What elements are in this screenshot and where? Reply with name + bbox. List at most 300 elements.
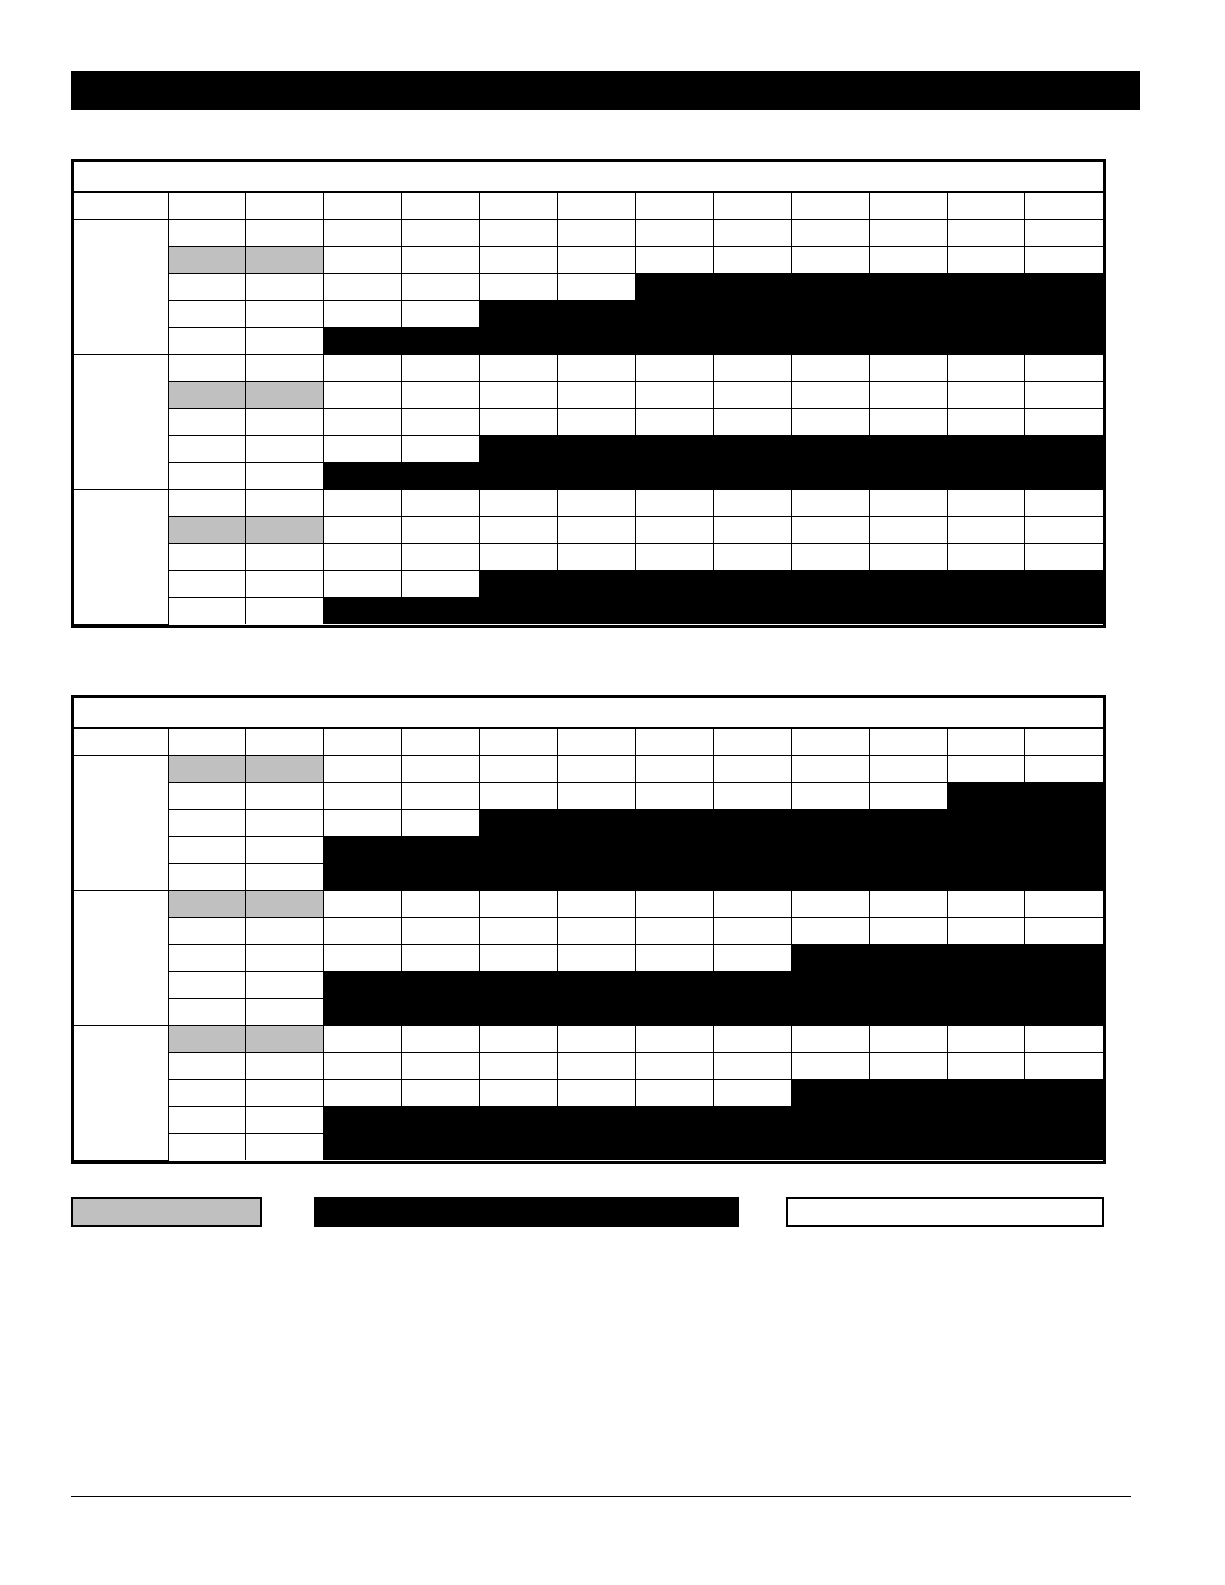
data-cell [324, 544, 402, 571]
data-cell [246, 999, 324, 1026]
data-cell [402, 783, 480, 810]
data-cell [402, 355, 480, 382]
table-row [74, 463, 1103, 490]
data-cell [947, 490, 1025, 517]
data-cell [480, 1080, 558, 1107]
data-cell [869, 756, 947, 783]
data-cell [480, 544, 558, 571]
data-cell [791, 247, 869, 274]
data-cell [635, 247, 713, 274]
data-cell [635, 783, 713, 810]
table-row [74, 1080, 1103, 1107]
data-cell [635, 1080, 713, 1107]
data-cell [480, 490, 558, 517]
data-cell [869, 891, 947, 918]
data-cell [480, 1026, 558, 1053]
data-cell [168, 972, 246, 999]
column-header-cell [869, 193, 947, 220]
row-header-cell [74, 193, 168, 220]
data-cell [402, 517, 480, 544]
blacked-out-cell [947, 783, 1103, 810]
data-cell [713, 918, 791, 945]
column-header-cell [558, 729, 636, 756]
data-cell [947, 220, 1025, 247]
data-cell [480, 756, 558, 783]
data-cell [324, 220, 402, 247]
column-header-cell [713, 193, 791, 220]
data-cell [168, 1107, 246, 1134]
data-cell [324, 301, 402, 328]
data-cell [402, 810, 480, 837]
data-cell [246, 918, 324, 945]
data-cell [558, 247, 636, 274]
data-cell [713, 382, 791, 409]
data-cell [168, 436, 246, 463]
data-cell [1025, 918, 1103, 945]
column-header-cell [480, 729, 558, 756]
data-cell [480, 945, 558, 972]
data-cell [947, 382, 1025, 409]
header-row [74, 193, 1103, 220]
column-header-cell [791, 729, 869, 756]
data-cell [1025, 1053, 1103, 1080]
data-cell [635, 918, 713, 945]
group-label-cell [74, 490, 168, 625]
data-cell [791, 756, 869, 783]
data-cell [713, 891, 791, 918]
blacked-out-cell [324, 598, 1103, 625]
shaded-cell [246, 247, 324, 274]
data-cell [558, 1026, 636, 1053]
data-cell [635, 1026, 713, 1053]
data-cell [168, 274, 246, 301]
column-header-cell [402, 729, 480, 756]
data-cell [869, 220, 947, 247]
data-cell [168, 571, 246, 598]
data-cell [480, 409, 558, 436]
data-cell [635, 945, 713, 972]
column-header-cell [1025, 729, 1103, 756]
table-row [74, 409, 1103, 436]
data-cell [558, 891, 636, 918]
table-row [74, 837, 1103, 864]
table-row [74, 517, 1103, 544]
shaded-cell [168, 382, 246, 409]
data-cell [480, 918, 558, 945]
data-cell [635, 382, 713, 409]
data-cell [168, 864, 246, 891]
table-row [74, 1107, 1103, 1134]
data-cell [869, 490, 947, 517]
data-cell [1025, 382, 1103, 409]
data-cell [402, 301, 480, 328]
column-header-cell [635, 193, 713, 220]
table-row [74, 436, 1103, 463]
data-cell [713, 945, 791, 972]
blacked-out-cell [324, 328, 1103, 355]
group-label-cell [74, 355, 168, 490]
data-cell [791, 409, 869, 436]
data-cell [168, 783, 246, 810]
data-cell [713, 355, 791, 382]
group-label-cell [74, 1026, 168, 1161]
data-cell [324, 810, 402, 837]
shaded-cell [246, 756, 324, 783]
data-cell [324, 517, 402, 544]
table-row [74, 1134, 1103, 1161]
data-cell [635, 220, 713, 247]
data-cell [168, 1134, 246, 1161]
blacked-out-cell [324, 837, 1103, 864]
column-header-cell [402, 193, 480, 220]
table-row [74, 810, 1103, 837]
data-cell [480, 355, 558, 382]
data-cell [246, 945, 324, 972]
matrix-grid [74, 193, 1103, 625]
header-bar [71, 71, 1140, 110]
data-cell [635, 544, 713, 571]
data-cell [480, 517, 558, 544]
blacked-out-cell [324, 999, 1103, 1026]
column-header-cell [947, 729, 1025, 756]
column-header-cell [246, 729, 324, 756]
data-cell [402, 918, 480, 945]
data-cell [558, 945, 636, 972]
data-cell [480, 247, 558, 274]
data-cell [402, 891, 480, 918]
data-cell [713, 756, 791, 783]
group-label-cell [74, 756, 168, 891]
data-cell [713, 544, 791, 571]
data-cell [558, 1053, 636, 1080]
data-cell [869, 783, 947, 810]
legend-black-swatch [314, 1197, 739, 1227]
data-cell [480, 891, 558, 918]
data-cell [246, 301, 324, 328]
data-cell [558, 783, 636, 810]
table-row [74, 918, 1103, 945]
data-cell [558, 517, 636, 544]
data-cell [791, 517, 869, 544]
data-cell [635, 409, 713, 436]
data-cell [947, 918, 1025, 945]
column-header-cell [869, 729, 947, 756]
data-cell [168, 1080, 246, 1107]
header-row [74, 729, 1103, 756]
blacked-out-cell [324, 1107, 1103, 1134]
legend-gray-swatch [71, 1197, 262, 1227]
data-cell [324, 355, 402, 382]
data-cell [168, 1053, 246, 1080]
data-cell [947, 355, 1025, 382]
legend-white-swatch [786, 1197, 1104, 1227]
data-cell [480, 783, 558, 810]
blacked-out-cell [324, 972, 1103, 999]
group-label-cell [74, 220, 168, 355]
data-cell [713, 220, 791, 247]
blacked-out-cell [324, 864, 1103, 891]
data-cell [246, 274, 324, 301]
data-cell [869, 1026, 947, 1053]
table-row [74, 972, 1103, 999]
table-row [74, 598, 1103, 625]
data-cell [168, 490, 246, 517]
data-cell [869, 409, 947, 436]
shaded-cell [246, 891, 324, 918]
data-cell [869, 918, 947, 945]
data-cell [246, 864, 324, 891]
data-cell [402, 220, 480, 247]
data-cell [1025, 517, 1103, 544]
data-cell [947, 1053, 1025, 1080]
data-cell [402, 756, 480, 783]
shaded-cell [246, 517, 324, 544]
data-cell [869, 355, 947, 382]
data-cell [246, 810, 324, 837]
data-cell [324, 247, 402, 274]
blacked-out-cell [480, 436, 1103, 463]
data-cell [168, 409, 246, 436]
column-header-cell [168, 193, 246, 220]
column-header-cell [168, 729, 246, 756]
data-cell [324, 436, 402, 463]
data-cell [324, 490, 402, 517]
data-cell [324, 1080, 402, 1107]
shaded-cell [246, 382, 324, 409]
data-cell [402, 274, 480, 301]
data-cell [402, 490, 480, 517]
data-cell [246, 409, 324, 436]
data-cell [168, 810, 246, 837]
data-cell [947, 409, 1025, 436]
data-cell [402, 1080, 480, 1107]
data-cell [713, 247, 791, 274]
data-cell [1025, 220, 1103, 247]
data-cell [558, 918, 636, 945]
data-cell [246, 490, 324, 517]
data-cell [402, 544, 480, 571]
data-cell [246, 598, 324, 625]
column-header-cell [480, 193, 558, 220]
column-header-cell [713, 729, 791, 756]
data-cell [402, 382, 480, 409]
table-title [74, 162, 1103, 193]
blacked-out-cell [791, 1080, 1103, 1107]
data-cell [713, 783, 791, 810]
data-cell [324, 274, 402, 301]
data-cell [869, 1053, 947, 1080]
matrix-table-1 [71, 159, 1106, 628]
data-cell [168, 301, 246, 328]
data-cell [246, 972, 324, 999]
shaded-cell [168, 247, 246, 274]
data-cell [324, 945, 402, 972]
data-cell [791, 544, 869, 571]
column-header-cell [324, 729, 402, 756]
table-row [74, 382, 1103, 409]
table-row [74, 274, 1103, 301]
data-cell [246, 1134, 324, 1161]
data-cell [246, 220, 324, 247]
blacked-out-cell [324, 1134, 1103, 1161]
data-cell [246, 1080, 324, 1107]
data-cell [168, 598, 246, 625]
data-cell [1025, 247, 1103, 274]
data-cell [791, 220, 869, 247]
data-cell [791, 918, 869, 945]
data-cell [713, 490, 791, 517]
data-cell [246, 355, 324, 382]
data-cell [558, 490, 636, 517]
data-cell [168, 328, 246, 355]
blacked-out-cell [480, 571, 1103, 598]
data-cell [246, 783, 324, 810]
data-cell [558, 409, 636, 436]
data-cell [402, 436, 480, 463]
data-cell [558, 274, 636, 301]
data-cell [558, 544, 636, 571]
data-cell [324, 571, 402, 598]
blacked-out-cell [480, 301, 1103, 328]
data-cell [1025, 409, 1103, 436]
data-cell [324, 756, 402, 783]
column-header-cell [324, 193, 402, 220]
table-row [74, 1026, 1103, 1053]
table-row [74, 1053, 1103, 1080]
data-cell [246, 328, 324, 355]
column-header-cell [791, 193, 869, 220]
data-cell [713, 1026, 791, 1053]
matrix-table-2 [71, 695, 1106, 1164]
data-cell [635, 517, 713, 544]
data-cell [324, 783, 402, 810]
data-cell [947, 517, 1025, 544]
data-cell [1025, 756, 1103, 783]
table-row [74, 247, 1103, 274]
data-cell [1025, 544, 1103, 571]
data-cell [168, 837, 246, 864]
column-header-cell [1025, 193, 1103, 220]
data-cell [324, 382, 402, 409]
table-row [74, 999, 1103, 1026]
data-cell [558, 355, 636, 382]
shaded-cell [168, 756, 246, 783]
group-label-cell [74, 891, 168, 1026]
table-row [74, 544, 1103, 571]
column-header-cell [246, 193, 324, 220]
data-cell [402, 247, 480, 274]
data-cell [402, 945, 480, 972]
column-header-cell [558, 193, 636, 220]
data-cell [480, 382, 558, 409]
data-cell [324, 918, 402, 945]
column-header-cell [947, 193, 1025, 220]
data-cell [713, 517, 791, 544]
footer-rule [71, 1496, 1131, 1497]
row-header-cell [74, 729, 168, 756]
blacked-out-cell [480, 810, 1103, 837]
data-cell [1025, 1026, 1103, 1053]
data-cell [168, 544, 246, 571]
data-cell [713, 1080, 791, 1107]
data-cell [635, 490, 713, 517]
data-cell [246, 837, 324, 864]
data-cell [947, 544, 1025, 571]
data-cell [1025, 891, 1103, 918]
column-header-cell [635, 729, 713, 756]
data-cell [713, 1053, 791, 1080]
data-cell [869, 517, 947, 544]
data-cell [168, 463, 246, 490]
table-row [74, 756, 1103, 783]
data-cell [713, 409, 791, 436]
data-cell [168, 355, 246, 382]
data-cell [402, 409, 480, 436]
table-row [74, 571, 1103, 598]
data-cell [168, 999, 246, 1026]
data-cell [635, 1053, 713, 1080]
table-row [74, 301, 1103, 328]
data-cell [558, 382, 636, 409]
data-cell [558, 756, 636, 783]
blacked-out-cell [791, 945, 1103, 972]
table-row [74, 328, 1103, 355]
shaded-cell [168, 1026, 246, 1053]
data-cell [947, 247, 1025, 274]
table-row [74, 490, 1103, 517]
data-cell [869, 544, 947, 571]
data-cell [947, 756, 1025, 783]
table-title [74, 698, 1103, 729]
data-cell [791, 382, 869, 409]
table-row [74, 945, 1103, 972]
data-cell [635, 756, 713, 783]
data-cell [168, 918, 246, 945]
data-cell [168, 945, 246, 972]
data-cell [246, 1107, 324, 1134]
data-cell [947, 891, 1025, 918]
data-cell [480, 220, 558, 247]
data-cell [324, 1026, 402, 1053]
shaded-cell [168, 517, 246, 544]
shaded-cell [168, 891, 246, 918]
data-cell [246, 463, 324, 490]
shaded-cell [246, 1026, 324, 1053]
data-cell [791, 783, 869, 810]
table-row [74, 783, 1103, 810]
data-cell [402, 1026, 480, 1053]
data-cell [246, 436, 324, 463]
table-row [74, 220, 1103, 247]
data-cell [324, 1053, 402, 1080]
data-cell [1025, 490, 1103, 517]
data-cell [791, 490, 869, 517]
data-cell [791, 355, 869, 382]
data-cell [635, 355, 713, 382]
data-cell [402, 1053, 480, 1080]
blacked-out-cell [635, 274, 1103, 301]
data-cell [246, 544, 324, 571]
data-cell [402, 571, 480, 598]
data-cell [558, 220, 636, 247]
data-cell [480, 274, 558, 301]
table-row [74, 891, 1103, 918]
blacked-out-cell [324, 463, 1103, 490]
data-cell [324, 891, 402, 918]
data-cell [246, 1053, 324, 1080]
table-row [74, 864, 1103, 891]
data-cell [869, 382, 947, 409]
